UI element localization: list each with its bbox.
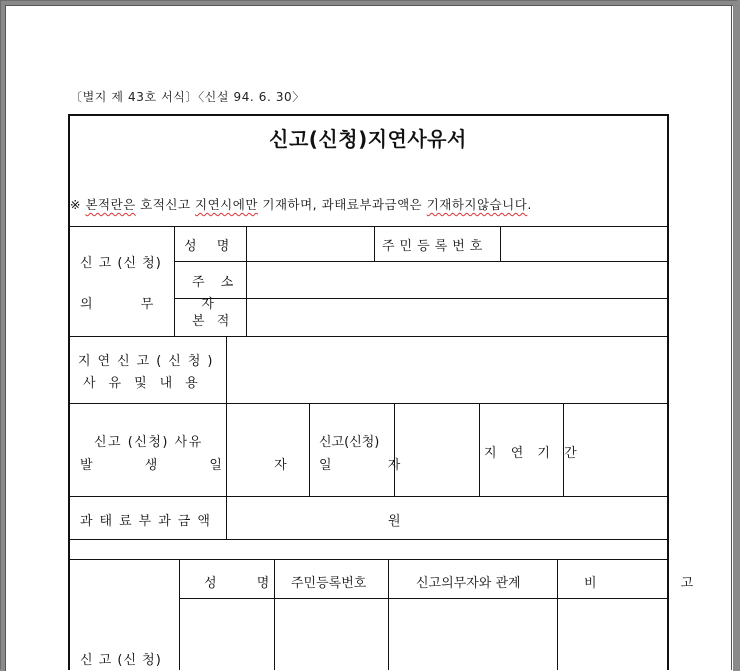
bottom-relation-header: 신고의무자와 관계 bbox=[416, 576, 521, 591]
column-divider bbox=[394, 403, 395, 496]
column-divider bbox=[374, 226, 375, 261]
row-divider bbox=[68, 559, 668, 560]
form-header: 〔별지 제 43호 서식〕〈신설 94. 6. 30〉 bbox=[70, 90, 305, 104]
report-date-label: 신고(신청) bbox=[319, 435, 380, 450]
name-label: 성 명 bbox=[184, 239, 238, 254]
note-text: 본적란은 bbox=[85, 197, 136, 212]
table-border-top bbox=[68, 114, 668, 116]
column-divider bbox=[226, 336, 227, 539]
form-title: 신고(신청)지연사유서 bbox=[269, 127, 467, 151]
domicile-label: 본 적 bbox=[192, 314, 234, 329]
note-text: 기재하며, 과태료부과금액은 bbox=[257, 197, 427, 212]
occurrence-date-label: 신고 (신청) 사유 bbox=[94, 435, 203, 450]
obligor-label: 신 고 (신 청) bbox=[80, 256, 162, 271]
column-divider bbox=[309, 403, 310, 496]
delay-period-label: 지 연 기 간 bbox=[484, 446, 582, 461]
column-divider bbox=[557, 559, 558, 670]
column-divider bbox=[179, 559, 180, 670]
row-divider bbox=[68, 403, 668, 404]
delay-reason-label: 지연신고(신청) bbox=[78, 354, 220, 369]
delay-reason-label: 사유및내용 bbox=[83, 376, 211, 391]
row-divider bbox=[174, 298, 668, 299]
form-note bbox=[70, 195, 532, 213]
column-divider bbox=[479, 403, 480, 496]
rrn-label: 주민등록번호 bbox=[382, 239, 488, 254]
bottom-left-label: 신 고 (신 청) bbox=[80, 653, 162, 668]
row-divider bbox=[179, 598, 668, 599]
address-label: 주 소 bbox=[192, 275, 240, 290]
row-divider bbox=[174, 261, 668, 262]
fine-amount-label: 과태료부과금액 bbox=[80, 514, 217, 529]
note-text: . bbox=[527, 197, 532, 212]
note-text: 호적신고 bbox=[135, 197, 196, 212]
bottom-remark-header: 비 고 bbox=[584, 576, 734, 591]
note-text: 지연시에만 bbox=[195, 197, 258, 212]
occurrence-date-label: 발 생 일 자 bbox=[80, 458, 311, 473]
report-date-label: 일 자 bbox=[319, 458, 427, 473]
bottom-name-header: 성 명 bbox=[204, 576, 288, 591]
bottom-rrn-header: 주민등록번호 bbox=[291, 576, 367, 591]
row-divider bbox=[68, 496, 668, 497]
row-divider bbox=[68, 539, 668, 540]
column-divider bbox=[246, 226, 247, 336]
column-divider bbox=[388, 559, 389, 670]
fine-unit: 원 bbox=[388, 514, 401, 529]
row-divider bbox=[68, 336, 668, 337]
column-divider bbox=[174, 226, 175, 336]
page-edge-right bbox=[731, 5, 732, 670]
note-text: ※ bbox=[70, 197, 86, 212]
row-divider bbox=[68, 226, 668, 227]
column-divider bbox=[500, 226, 501, 261]
obligor-label: 의 무 자 bbox=[80, 297, 236, 312]
note-text: 기재하지않습니다 bbox=[426, 197, 528, 212]
